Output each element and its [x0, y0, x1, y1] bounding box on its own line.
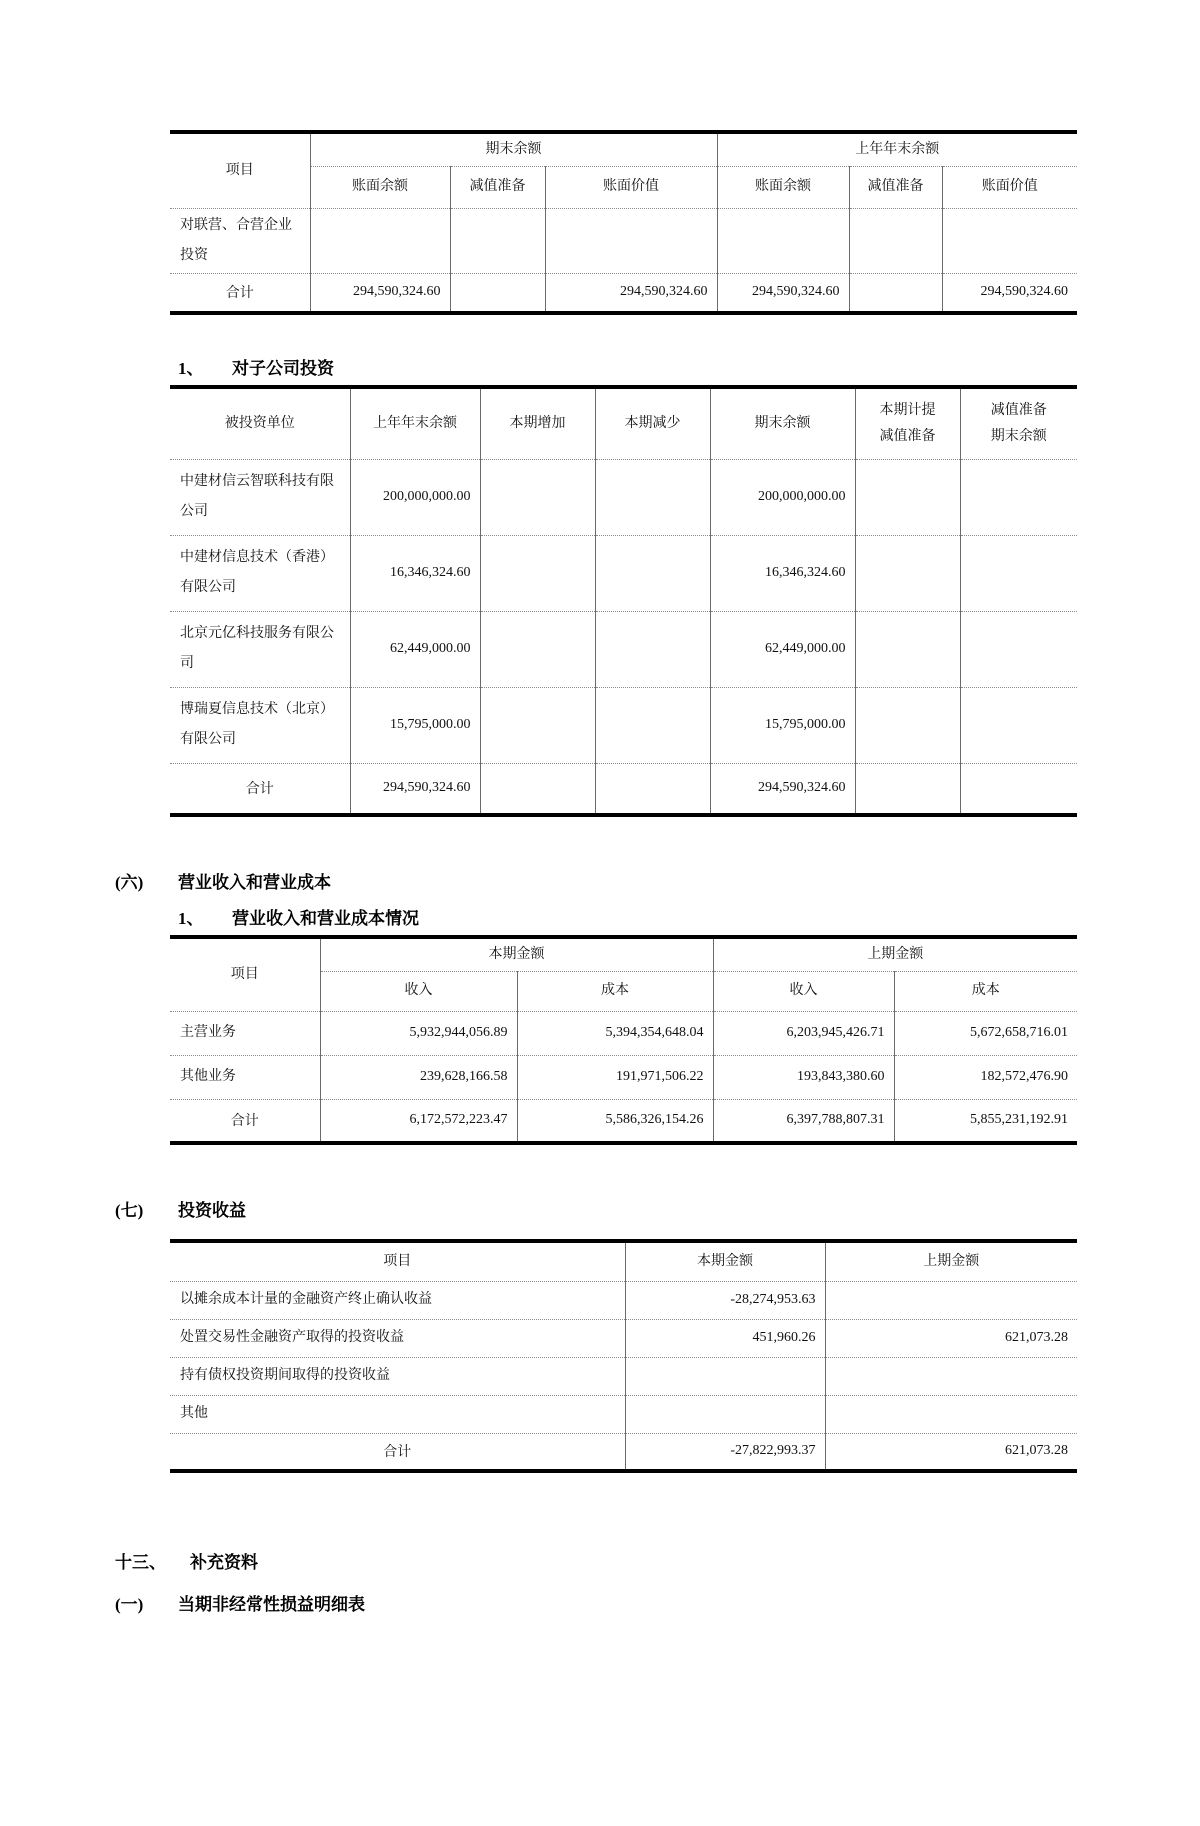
- value-cell: 239,628,166.58: [320, 1055, 517, 1099]
- table-row: [170, 1395, 1077, 1433]
- heading-number: 十三、: [115, 1553, 166, 1572]
- value-cell: [480, 763, 595, 815]
- heading-number: (六): [115, 873, 144, 892]
- heading-number: (七): [115, 1201, 144, 1220]
- value-cell: [825, 1357, 1077, 1395]
- t3-header-current-period: 本期金额: [320, 937, 713, 971]
- investee-name: 中建材信息技术（香港）有限公司: [170, 535, 350, 611]
- value-cell: 5,586,326,154.26: [517, 1099, 713, 1143]
- value-cell: 16,346,324.60: [350, 535, 480, 611]
- t4-row-label: 其他: [170, 1395, 625, 1433]
- t3-subheader-revenue-prior: 收入: [713, 971, 894, 1011]
- value-cell: 621,073.28: [825, 1433, 1077, 1471]
- t2-header-provision-ending-line1: 减值准备: [990, 402, 1047, 418]
- t3-subheader-cost-prior: 成本: [894, 971, 1077, 1011]
- value-cell: 294,590,324.60: [310, 273, 450, 313]
- t3-subheader-cost: 成本: [517, 971, 713, 1011]
- investee-name: 中建材信云智联科技有限公司: [170, 459, 350, 535]
- value-cell: [595, 535, 710, 611]
- table-row: [170, 1357, 1077, 1395]
- t3-header-prior-period: 上期金额: [713, 937, 1077, 971]
- value-cell: [717, 208, 849, 273]
- value-cell: 6,203,945,426.71: [713, 1011, 894, 1055]
- table-row: [170, 1319, 1077, 1357]
- section7-heading: [115, 1201, 1200, 1221]
- value-cell: [849, 273, 942, 313]
- value-cell: 15,795,000.00: [710, 687, 855, 763]
- t1-header-item: 项目: [170, 132, 310, 208]
- subsidiary-investment-table: [170, 385, 1077, 817]
- value-cell: 62,449,000.00: [350, 611, 480, 687]
- t1-total-label: 合计: [170, 273, 310, 313]
- t3-header-group-row: [170, 937, 1077, 971]
- value-cell: [310, 208, 450, 273]
- t1-subheader-impairment: 减值准备: [450, 166, 545, 208]
- t4-header-row: [170, 1241, 1077, 1281]
- value-cell: 451,960.26: [625, 1319, 825, 1357]
- value-cell: [595, 763, 710, 815]
- t2-header-provision-current-line1: 本期计提: [879, 402, 936, 418]
- t2-header-investee: 被投资单位: [170, 387, 350, 459]
- heading-title: 营业收入和营业成本: [178, 873, 331, 892]
- value-cell: 62,449,000.00: [710, 611, 855, 687]
- value-cell: [595, 611, 710, 687]
- heading-title: 投资收益: [178, 1201, 246, 1220]
- t1-header-prior-year-end: 上年年末余额: [717, 132, 1077, 166]
- t1-subheader-book-balance: 账面余额: [310, 166, 450, 208]
- value-cell: [960, 687, 1077, 763]
- value-cell: 6,397,788,807.31: [713, 1099, 894, 1143]
- value-cell: [960, 535, 1077, 611]
- table-row: [170, 1281, 1077, 1319]
- t4-row-label: 持有债权投资期间取得的投资收益: [170, 1357, 625, 1395]
- t2-header-increase: 本期增加: [480, 387, 595, 459]
- t1-header-period-end: 期末余额: [310, 132, 717, 166]
- value-cell: [855, 763, 960, 815]
- value-cell: 182,572,476.90: [894, 1055, 1077, 1099]
- value-cell: [480, 611, 595, 687]
- table-row: [170, 1055, 1077, 1099]
- t4-header-item: 项目: [170, 1241, 625, 1281]
- t4-header-current-period: 本期金额: [625, 1241, 825, 1281]
- heading-title: 营业收入和营业成本情况: [232, 909, 419, 928]
- value-cell: 294,590,324.60: [545, 273, 717, 313]
- t3-row-label: 其他业务: [170, 1055, 320, 1099]
- value-cell: 5,855,231,192.91: [894, 1099, 1077, 1143]
- section6-heading: [115, 873, 1200, 893]
- value-cell: [960, 611, 1077, 687]
- value-cell: [849, 208, 942, 273]
- t2-header-provision-ending-line2: 期末余额: [990, 428, 1047, 444]
- value-cell: [855, 687, 960, 763]
- value-cell: 200,000,000.00: [350, 459, 480, 535]
- investee-name: 博瑞夏信息技术（北京）有限公司: [170, 687, 350, 763]
- t2-header-row: [170, 387, 1077, 459]
- heading-number: 1、: [178, 359, 204, 378]
- table-total-row: [170, 273, 1077, 313]
- value-cell: [595, 687, 710, 763]
- t3-total-label: 合计: [170, 1099, 320, 1143]
- table-row: [170, 611, 1077, 687]
- section13-1-heading: [115, 1595, 1200, 1615]
- value-cell: 294,590,324.60: [350, 763, 480, 815]
- t1-subheader-book-value: 账面价值: [545, 166, 717, 208]
- value-cell: -27,822,993.37: [625, 1433, 825, 1471]
- t2-total-label: 合计: [170, 763, 350, 815]
- value-cell: 191,971,506.22: [517, 1055, 713, 1099]
- value-cell: 294,590,324.60: [942, 273, 1077, 313]
- t2-header-provision-ending: [960, 387, 1077, 459]
- value-cell: [545, 208, 717, 273]
- value-cell: 294,590,324.60: [717, 273, 849, 313]
- table-row: [170, 459, 1077, 535]
- t1-subheader-impairment-prior: 减值准备: [849, 166, 942, 208]
- section13-heading: [115, 1553, 1200, 1573]
- value-cell: 193,843,380.60: [713, 1055, 894, 1099]
- t1-subheader-book-value-prior: 账面价值: [942, 166, 1077, 208]
- section6-subheading: [178, 909, 1200, 929]
- t4-header-prior-period: 上期金额: [825, 1241, 1077, 1281]
- t2-header-provision-current: [855, 387, 960, 459]
- value-cell: [450, 208, 545, 273]
- t3-row-label: 主营业务: [170, 1011, 320, 1055]
- t1-header-group-row: [170, 132, 1077, 166]
- t2-header-prior-year-balance: 上年年末余额: [350, 387, 480, 459]
- value-cell: 16,346,324.60: [710, 535, 855, 611]
- t2-header-ending-balance: 期末余额: [710, 387, 855, 459]
- heading-number: 1、: [178, 909, 204, 928]
- value-cell: [855, 611, 960, 687]
- table-row: [170, 1011, 1077, 1055]
- value-cell: 5,932,944,056.89: [320, 1011, 517, 1055]
- value-cell: 294,590,324.60: [710, 763, 855, 815]
- value-cell: [480, 687, 595, 763]
- heading-title: 补充资料: [190, 1553, 258, 1572]
- value-cell: [960, 459, 1077, 535]
- t3-subheader-revenue: 收入: [320, 971, 517, 1011]
- value-cell: [855, 459, 960, 535]
- t4-row-label: 处置交易性金融资产取得的投资收益: [170, 1319, 625, 1357]
- value-cell: [625, 1357, 825, 1395]
- associates-jv-investment-table: [170, 130, 1077, 315]
- t4-total-label: 合计: [170, 1433, 625, 1471]
- t1-row-label: 对联营、合营企业投资: [170, 208, 310, 273]
- t4-row-label: 以摊余成本计量的金融资产终止确认收益: [170, 1281, 625, 1319]
- value-cell: 6,172,572,223.47: [320, 1099, 517, 1143]
- table-total-row: [170, 763, 1077, 815]
- table-row: [170, 535, 1077, 611]
- heading-title: 当期非经常性损益明细表: [178, 1595, 365, 1614]
- table-total-row: [170, 1433, 1077, 1471]
- value-cell: 5,672,658,716.01: [894, 1011, 1077, 1055]
- investment-income-table: [170, 1239, 1077, 1473]
- table-total-row: [170, 1099, 1077, 1143]
- value-cell: 15,795,000.00: [350, 687, 480, 763]
- value-cell: [942, 208, 1077, 273]
- value-cell: -28,274,953.63: [625, 1281, 825, 1319]
- t3-header-item: 项目: [170, 937, 320, 1011]
- value-cell: [625, 1395, 825, 1433]
- value-cell: [825, 1395, 1077, 1433]
- value-cell: 5,394,354,648.04: [517, 1011, 713, 1055]
- t1-subheader-book-balance-prior: 账面余额: [717, 166, 849, 208]
- t2-header-decrease: 本期减少: [595, 387, 710, 459]
- value-cell: [960, 763, 1077, 815]
- value-cell: [825, 1281, 1077, 1319]
- revenue-cost-table: [170, 935, 1077, 1145]
- heading-title: 对子公司投资: [232, 359, 334, 378]
- value-cell: [480, 459, 595, 535]
- t2-header-provision-current-line2: 减值准备: [879, 428, 936, 444]
- value-cell: [855, 535, 960, 611]
- value-cell: [480, 535, 595, 611]
- value-cell: [450, 273, 545, 313]
- subsidiary-section-heading: [178, 359, 1200, 379]
- table-row: [170, 687, 1077, 763]
- value-cell: [595, 459, 710, 535]
- investee-name: 北京元亿科技服务有限公司: [170, 611, 350, 687]
- value-cell: 621,073.28: [825, 1319, 1077, 1357]
- table-row: [170, 208, 1077, 273]
- heading-number: (一): [115, 1595, 144, 1614]
- value-cell: 200,000,000.00: [710, 459, 855, 535]
